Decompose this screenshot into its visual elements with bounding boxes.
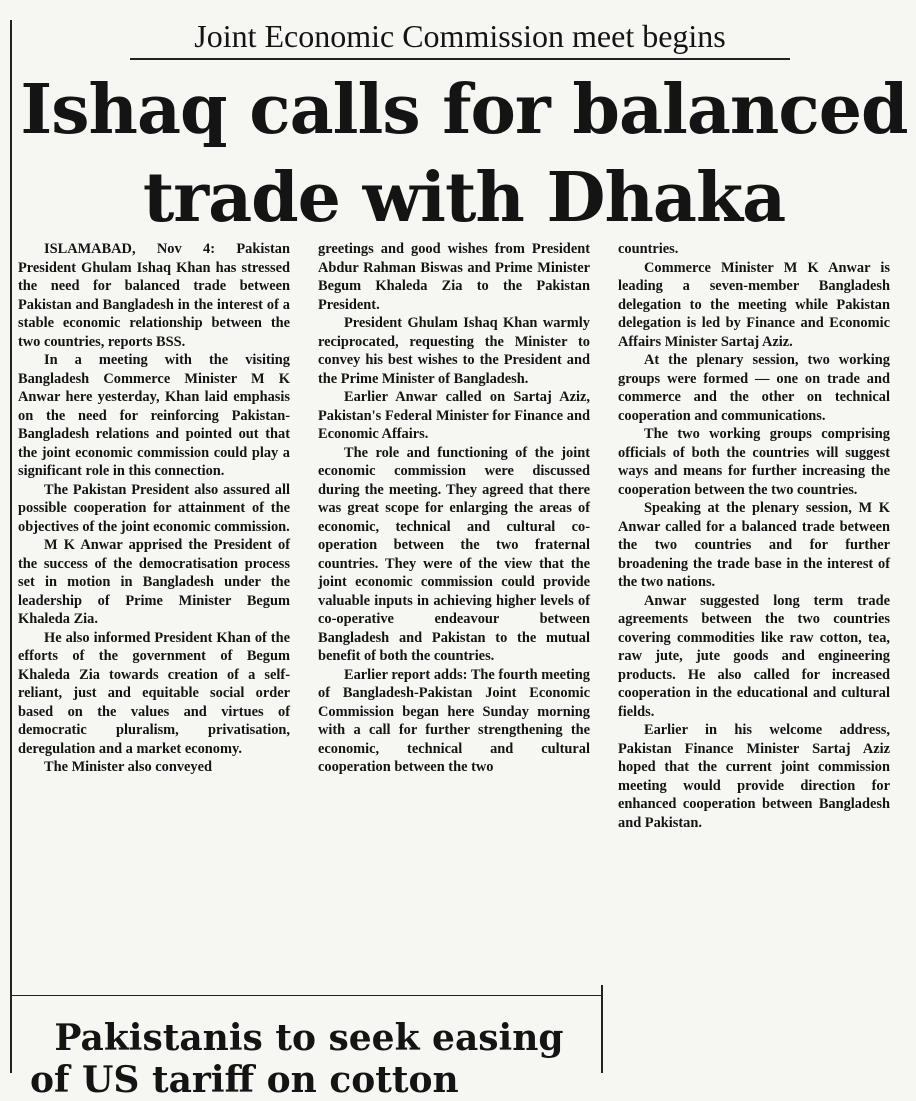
article-paragraph-continued: countries. <box>618 241 679 257</box>
article-paragraph: Speaking at the plenary session, M K Anwar called for a balanced trade between the two countries and for further broadening the trade base in the interest of the two nations. <box>618 500 890 590</box>
left-column-rule <box>10 20 12 1073</box>
next-story-headline: Pakistanis to seek easing <box>54 1017 564 1059</box>
kicker-headline: Joint Economic Commission meet begins <box>194 18 726 54</box>
kicker-underline <box>130 58 790 60</box>
article-paragraph: Commerce Minister M K Anwar is leading a seven-member Bangladesh delegation to the meeting while Pakistan delegation is led by Finance and Economic Affairs Minister Sartaj Aziz. <box>618 259 890 350</box>
article-paragraph: M K Anwar apprised the President of the success of the democratisation process set in motion in Bangladesh under the leadership of Prime Minister Begum Khaleda Zia. <box>18 537 290 627</box>
headline-line-1: Ishaq calls for balanced <box>20 70 908 150</box>
article-column-2 <box>318 240 590 985</box>
article-paragraph: Anwar suggested long term trade agreements between the two countries covering commodities like raw cotton, tea, raw jute, jute goods and engineering products. He also called for increased cooperation in the educational and cultural fields. <box>618 592 890 720</box>
article-paragraph: President Ghulam Ishaq Khan warmly reciprocated, requesting the Minister to convey his best wishes to the President and the Prime Minister of Bangladesh. <box>318 315 590 387</box>
article-paragraph: The role and functioning of the joint economic commission were discussed during the meeting. They agreed that there was great scope for enlarging the areas of economic, technical and cultural co-operation between the two fraternal countries. They were of the view that the joint economic commission could provide valuable inputs in achieving higher levels of co-operative endeavour between Bangladesh and Pakistan to the mutual benefit of both the countries. <box>318 444 590 664</box>
headline-line-2: trade with Dhaka <box>142 158 786 238</box>
article-paragraph: The Minister also conveyed <box>44 759 213 775</box>
article-paragraph-continued: greetings and good wishes from President Abdur Rahman Biswas and Prime Minister Begum Khaleda Zia to the Pakistan President. <box>318 241 590 313</box>
article-paragraph: At the plenary session, two working groups were formed — one on trade and commerce and the other on technical cooperation and communications. <box>618 352 890 424</box>
article-paragraph: He also informed President Khan of the efforts of the government of Begum Khaleda Zia towards creation of a self-reliant, just and equitable social order based on the values and virtues of democratic pluralism, privatisation, deregulation and a market economy. <box>18 629 290 757</box>
article-paragraph: ISLAMABAD, Nov 4: Pakistan President Ghulam Ishaq Khan has stressed the need for balanced trade between Pakistan and Bangladesh in the interest of a stable economic relationship between the two countries, reports BSS. <box>18 241 290 350</box>
article-column-1 <box>18 240 290 985</box>
dateline: ISLAMABAD, Nov 4: <box>44 241 216 257</box>
article-paragraph: The Pakistan President also assured all possible cooperation for attainment of the objectives of the joint economic commission. <box>18 481 290 535</box>
article-paragraph: Earlier in his welcome address, Pakistan Finance Minister Sartaj Aziz hoped that the current joint commission meeting would provide direction for enhanced cooperation between Bangladesh and Pakistan. <box>618 722 890 831</box>
next-story-headline-line-2: of US tariff on cotton <box>30 1059 459 1101</box>
article-paragraph: The two working groups comprising officials of both the countries will suggest ways and means for further increasing the cooperation between the two countries. <box>618 426 890 498</box>
article-paragraph: Earlier report adds: The fourth meeting of Bangladesh-Pakistan Joint Economic Commission began here Sunday morning with a call for further strengthening the economic, technical and cultural cooperation between the two <box>318 666 590 775</box>
story-separator-rule <box>12 995 602 996</box>
main-headline <box>14 66 914 242</box>
article-column-3 <box>618 240 890 1070</box>
article-paragraph: Earlier Anwar called on Sartaj Aziz, Pakistan's Federal Minister for Finance and Economic Affairs. <box>318 389 590 442</box>
article-paragraph: In a meeting with the visiting Bangladesh Commerce Minister M K Anwar here yesterday, Khan laid emphasis on the need for reinforcing Pakistan-Bangladesh relations and pointed out that the joint economic commission could play a significant role in this connection. <box>18 352 290 479</box>
